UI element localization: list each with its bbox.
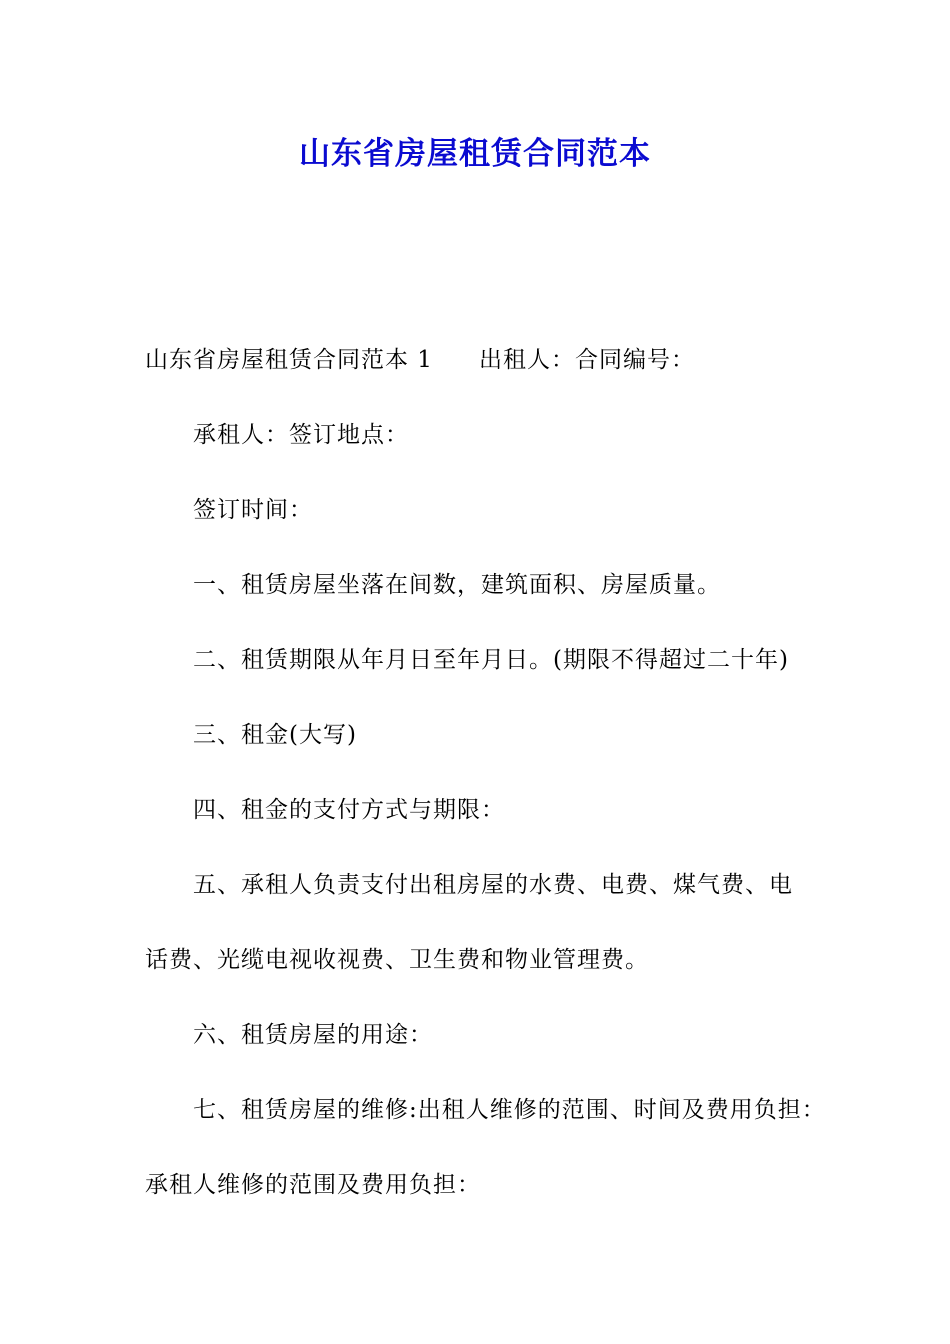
clause-6: 六、租赁房屋的用途： — [193, 1022, 433, 1048]
paragraph-line: 签订时间： — [193, 497, 313, 523]
clause-5: 五、承租人负责支付出租房屋的水费、电费、煤气费、电 — [193, 872, 793, 898]
header-line-right: 出租人：合同编号： — [478, 347, 695, 373]
document-body — [145, 340, 835, 1240]
document-title: 山东省房屋租赁合同范本 — [299, 136, 651, 172]
clause-4: 四、租金的支付方式与期限： — [193, 797, 505, 823]
header-line-left: 山东省房屋租赁合同范本 1 — [145, 347, 433, 373]
clause-2: 二、租赁期限从年月日至年月日。(期限不得超过二十年) — [193, 647, 789, 673]
clause-3: 三、租金(大写) — [193, 722, 357, 748]
paragraph-line: 承租人：签订地点： — [193, 422, 409, 448]
clause-1: 一、租赁房屋坐落在间数，建筑面积、房屋质量。 — [193, 572, 721, 598]
clause-7: 七、租赁房屋的维修:出租人维修的范围、时间及费用负担： — [193, 1097, 826, 1123]
header-line — [145, 340, 835, 415]
clause-5-continued: 话费、光缆电视收视费、卫生费和物业管理费。 — [145, 947, 649, 973]
clause-7-continued: 承租人维修的范围及费用负担： — [145, 1172, 481, 1198]
